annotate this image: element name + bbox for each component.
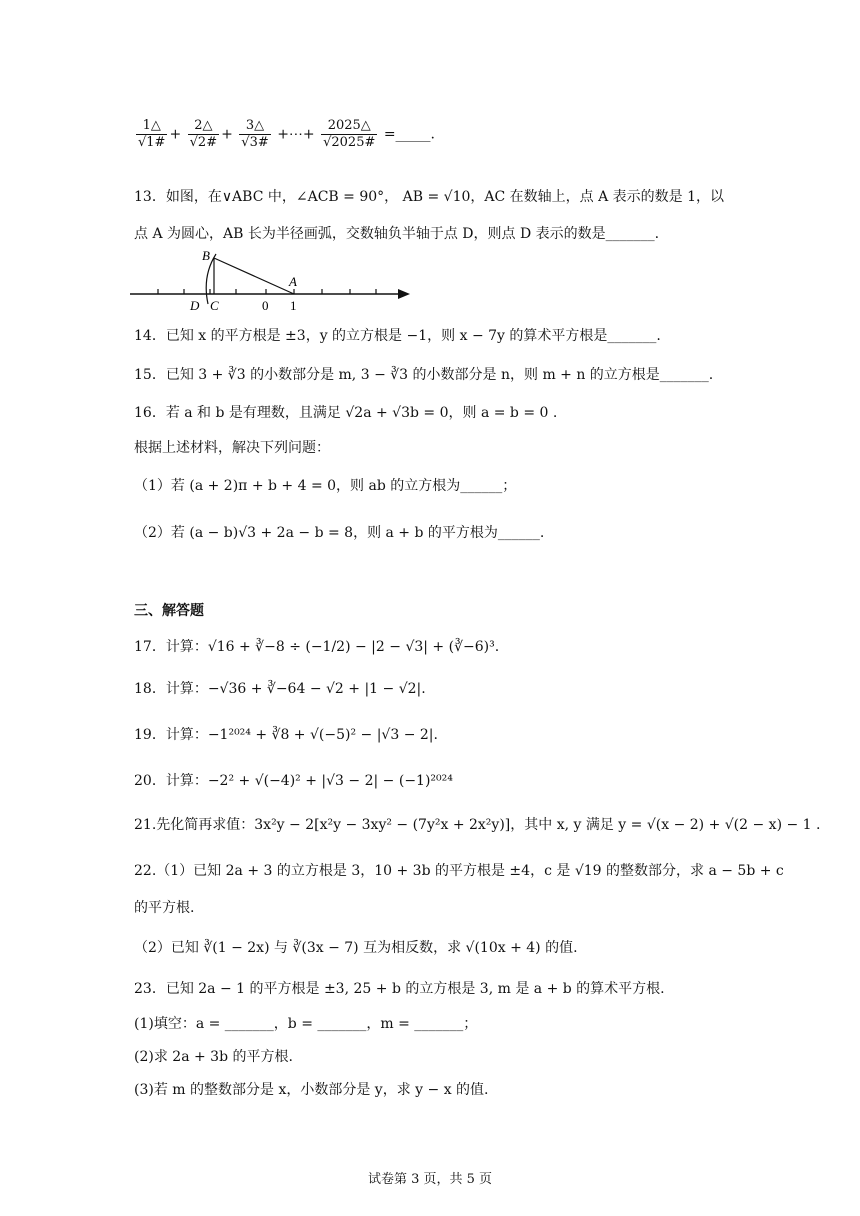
equals-blank: =_____. xyxy=(383,126,436,143)
q17: 17．计算：√16 + ∛−8 ÷ (−1/2) − |2 − √3| + (∛−6)³. xyxy=(134,639,500,655)
label-zero: 0 xyxy=(262,298,269,313)
q15: 15．已知 3 + ∛3 的小数部分是 m, 3 − ∛3 的小数部分是 n，则 m + n 的立方根是_______. xyxy=(134,367,714,383)
q21: 21.先化简再求值：3x²y − 2[x²y − 3xy² − (7y²x + 2x²y)]，其中 x, y 满足 y = √(x − 2) + √(2 − x) − 1 . xyxy=(134,817,821,833)
q18: 18．计算：−√36 + ∛−64 − √2 + |1 − √2|. xyxy=(134,681,426,697)
label-B: B xyxy=(202,248,210,263)
q22-line3: （2）已知 ∛(1 − 2x) 与 ∛(3x − 7) 互为相反数，求 √(10x + 4) 的值. xyxy=(134,940,578,956)
q16-part2: （2）若 (a − b)√3 + 2a − b = 8，则 a + b 的平方根为______. xyxy=(134,525,545,541)
frac-n: $\frac{2025\triangle}{√2025\#}$ xyxy=(323,118,376,150)
q23-line4: (3)若 m 的整数部分是 x，小数部分是 y，求 y − x 的值. xyxy=(134,1082,489,1098)
q16-part1: （1）若 (a + 2)π + b + 4 = 0，则 ab 的立方根为______； xyxy=(134,478,517,494)
ellipsis-plus: +⋯+ xyxy=(277,126,315,143)
frac-1: $\frac{1\triangle}{√1\#}$ xyxy=(138,118,166,150)
label-A: A xyxy=(289,274,297,289)
frac-2: $\frac{2\triangle}{√2\#}$ xyxy=(189,118,218,150)
q22-line2: 的平方根. xyxy=(134,900,195,916)
q13-line2: 点 A 为圆心，AB 长为半径画弧，交数轴负半轴于点 D，则点 D 表示的数是_______. xyxy=(134,226,660,242)
q16-line1: 16．若 a 和 b 是有理数，且满足 √2a + √3b = 0，则 a = b = 0 . xyxy=(134,405,558,421)
q23-line2: (1)填空：a = _______，b = _______，m = _______； xyxy=(134,1016,478,1032)
q13-figure xyxy=(126,248,416,316)
q14: 14．已知 x 的平方根是 ±3，y 的立方根是 −1，则 x − 7y 的算术平方根是_______. xyxy=(134,328,661,344)
label-C: C xyxy=(210,298,219,313)
q23-line1: 23．已知 2a − 1 的平方根是 ±3, 25 + b 的立方根是 3, m 是 a + b 的算术平方根. xyxy=(134,981,665,997)
q13-line1: 13．如图，在∨ABC 中，∠ACB = 90°， AB = √10，AC 在数轴上，点 A 表示的数是 1，以 xyxy=(134,189,725,205)
q22-line1: 22.（1）已知 2a + 3 的立方根是 3，10 + 3b 的平方根是 ±4，c 是 √19 的整数部分，求 a − 5b + c xyxy=(134,863,784,879)
label-one: 1 xyxy=(290,298,297,313)
q19: 19．计算：−1²⁰²⁴ + ∛8 + √(−5)² − |√3 − 2|. xyxy=(134,727,438,743)
q20: 20．计算：−2² + √(−4)² + |√3 − 2| − (−1)²⁰²⁴ xyxy=(134,773,453,789)
section-title: 三、解答题 xyxy=(134,603,204,619)
frac-3: $\frac{3\triangle}{√3\#}$ xyxy=(241,118,269,150)
q12-sum: $\frac{1\triangle}{√1\#}$ + $\frac{2\triangle}{√2\#}$ + $\frac{3\triangle}{√3\#}$ +⋯+ $\frac{2025\triangle}{√2025\#}$ =_____. xyxy=(138,118,436,150)
label-D: D xyxy=(190,298,200,313)
q23-line3: (2)求 2a + 3b 的平方根. xyxy=(134,1049,293,1065)
q16-line2: 根据上述材料，解决下列问题： xyxy=(134,440,330,456)
page-footer: 试卷第 3 页，共 5 页 xyxy=(367,1172,493,1187)
